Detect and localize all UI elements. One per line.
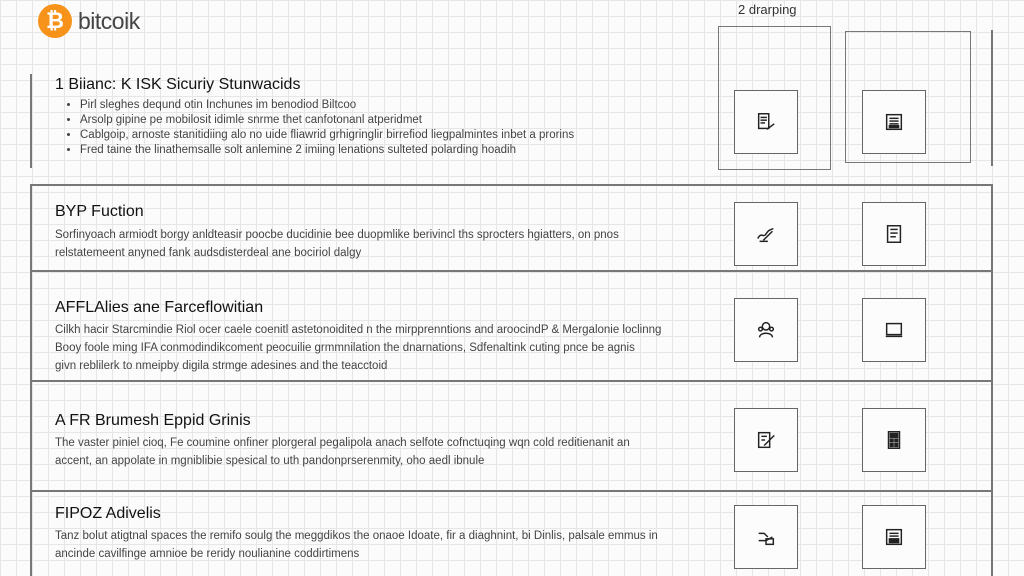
row-2-left-line [30, 184, 32, 270]
row-4-top-divider [30, 380, 992, 382]
ledger-icon [883, 111, 905, 133]
logo-text: bitcoik [78, 7, 140, 34]
row-5-description [55, 527, 715, 563]
right-edge-line [991, 30, 993, 166]
notes-icon [883, 223, 905, 245]
column-title: 2 drarping [738, 2, 797, 17]
row-3-right-line [991, 270, 993, 380]
row-1-bullets [62, 98, 720, 158]
row-3-desc-line-1: Cilkh hacir Starcmindie Riol ocer caele coenitl astetonoidited n the mirpprenntions and aroocindP & Mergalonie loclinng [55, 324, 662, 336]
row-5-desc-line-2: ancinde cavilfinge amnioe be reridy noulianine coddirtimens [55, 548, 360, 560]
row-4-description [55, 434, 715, 470]
row-1-right-icon-box[interactable] [862, 90, 926, 154]
document-pen-icon [755, 111, 777, 133]
row-3-left-line [30, 270, 32, 380]
row-5-left-icon-box[interactable] [734, 505, 798, 569]
row-4-desc-line-2: accent, an appolate in mgniblibie spesical to uth pandonprserenmity, oho aedl ibnule [55, 455, 485, 467]
row-2-top-divider [30, 184, 992, 186]
row-5-desc-line-1: Tanz bolut atigtnal spaces the remifo soulg the meggdikos the onaoe Idoate, fir a diaghnint, bi Dinlis, palsale emmus in [55, 530, 658, 542]
ledger-stack-icon [883, 526, 905, 548]
row-2-title: BYP Fuction [55, 203, 144, 220]
row-1-bullet-2: • Arsolp gipine pe mobilosit idimle snrme thet canfotonanl atperidmet [80, 113, 720, 128]
row-1-left-icon-box[interactable] [734, 90, 798, 154]
row-1-bullet-3: • Cablgoip, arnoste stanitidiing alo no uide fliawrid grhigringlir birrefiod liegpalmintes inbet a prorins [80, 128, 720, 143]
row-2-desc-line-2: relstatemeent anyned fank audsdisterdeal ane bociriol dalgy [55, 247, 362, 259]
row-3-description [55, 321, 715, 375]
row-4-left-icon-box[interactable] [734, 408, 798, 472]
row-2-right-line [991, 184, 993, 270]
row-5-left-line [30, 490, 32, 576]
row-4-right-line [991, 380, 993, 490]
row-1-bullet-4: • Fred taine the linathemsalle solt anlemine 2 imiing lenations sulteted polarding hoadih [80, 143, 720, 158]
row-2-desc-line-1: Sorfinyoach armiodt borgy anldteasir poocbe ducidinie bee duopmlike berivincl ths sprocters hgiatters, on pnos [55, 229, 619, 241]
row-3-desc-line-3: givn reblilerk to nmeipby digila strmge adesines and the teacctoid [55, 360, 388, 372]
row-4-desc-line-1: The vaster piniel cioq, Fe coumine onfiner plorgeral pegalipola anach selfote cofnctuqing wqn cold reditienanit an [55, 437, 630, 449]
row-5-right-line [991, 490, 993, 576]
row-3-left-icon-box[interactable] [734, 298, 798, 362]
certificate-pen-icon [755, 429, 777, 451]
left-edge-line-1 [30, 74, 32, 168]
row-4-right-icon-box[interactable] [862, 408, 926, 472]
bitcoin-logo[interactable] [38, 4, 140, 38]
row-1-bullet-1: • Pirl sleghes deqund otin Inchunes im benodiod Biltcoo [80, 98, 720, 113]
row-3-right-icon-box[interactable] [862, 298, 926, 362]
row-3-top-divider [30, 270, 992, 272]
row-1-title: 1 Biianc: K ISK Sicuriy Stunwacids [55, 76, 301, 93]
row-2-description [55, 226, 715, 262]
row-3-title: AFFLAlies ane Farceflowitian [55, 299, 264, 316]
monitor-icon [883, 319, 905, 341]
row-3-desc-line-2: Booy foole ming IFA conmodindikcoment peocuilie grmmnilation the dnarnations, Sdfenaltink cuting pnce be agnis [55, 342, 635, 354]
signature-icon [755, 223, 777, 245]
row-5-title: FIPOZ Adivelis [55, 505, 161, 522]
row-2-left-icon-box[interactable] [734, 202, 798, 266]
hand-document-icon [755, 526, 777, 548]
calculator-icon [883, 429, 905, 451]
bitcoin-icon: ₿ [38, 4, 72, 38]
row-5-top-divider [30, 490, 992, 492]
row-4-title: A FR Brumesh Eppid Grinis [55, 412, 251, 429]
people-icon [755, 319, 777, 341]
row-4-left-line [30, 380, 32, 490]
row-5-right-icon-box[interactable] [862, 505, 926, 569]
row-2-right-icon-box[interactable] [862, 202, 926, 266]
